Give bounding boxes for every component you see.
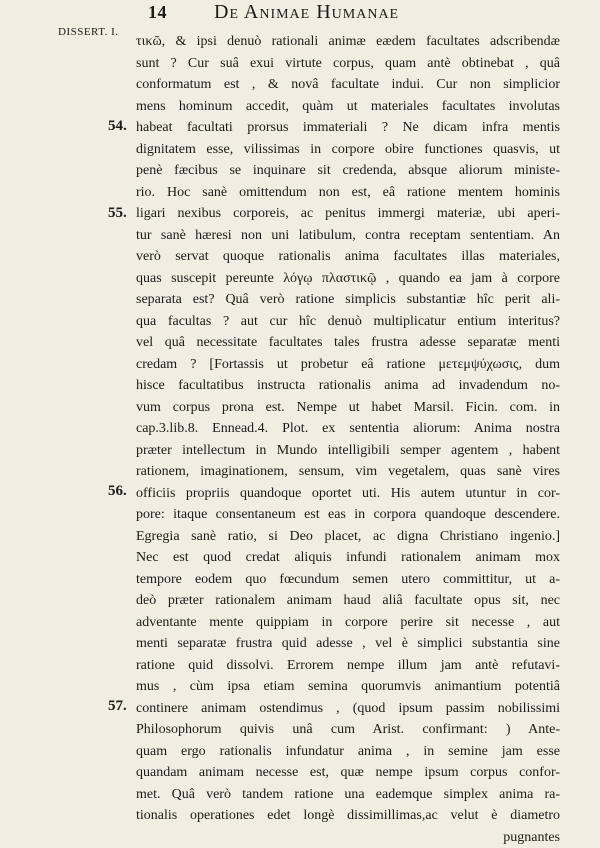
text-line: dignitatem esse, vilissimas in corpore obire functiones quasvis, ut <box>136 139 560 161</box>
text-line: rationem, imaginationem, sensum, vim vegetalem, quas sanè vires <box>136 461 560 483</box>
section-number-56: 56. <box>108 481 127 503</box>
text-line: habeat facultati prorsus immateriali ? Ne dicam infra mentis <box>136 117 560 139</box>
running-title: De Animae Humanae <box>214 1 399 24</box>
section-number-57: 57. <box>108 696 127 718</box>
text-line: vum corpus prona est. Nempe ut habet Marsil. Ficin. com. in <box>136 397 560 419</box>
text-line: mus , cùm ipsa etiam semina quorumvis animantium potentiâ <box>136 676 560 698</box>
text-line: quas suscepit pereunte λόγῳ πλαστικῷ , quando ea jam à corpore <box>136 268 560 290</box>
text-line: tur sanè hæresi non uni latibulum, contra receptam sententiam. An <box>136 225 560 247</box>
text-line: rio. Hoc sanè omittendum non est, eâ ratione mentem hominis <box>136 182 560 204</box>
text-line: continere animam ostendimus , (quod ipsum passim nobilissimi <box>136 698 560 720</box>
text-line: vel quâ necessitate facultates tales frustra adesse separatæ menti <box>136 332 560 354</box>
text-line: met. Quâ verò tandem ratione una eademque simplex anima ra- <box>136 784 560 806</box>
section-number-55: 55. <box>108 203 127 225</box>
text-line: Nec est quod credat aliquis infundi rationalem animam mox <box>136 547 560 569</box>
text-line: ligari nexibus corporeis, ac penitus immergi materiæ, ubi aperi- <box>136 203 560 225</box>
text-line: conformatum est , & novâ facultate indui. Cur non simplicior <box>136 74 560 96</box>
page-number: 14 <box>148 2 167 23</box>
text-line: hisce facultatibus instructa rationalis anima ad invadendum no- <box>136 375 560 397</box>
text-line: mens hominum accedit, quàm ut materiales facultates involutas <box>136 96 560 118</box>
dissertation-label: DISSERT. I. <box>58 26 119 38</box>
text-line: verò servat quoque rationalis anima facultates illas materiales, <box>136 246 560 268</box>
text-line: adventante mente quippiam in corpore perire sit necesse , aut <box>136 612 560 634</box>
text-line: τικῶ, & ipsi denuò rationali animæ eædem facultates adscribendæ <box>136 31 560 53</box>
text-line: separata est? Quâ verò ratione simplicis substantiæ hîc perit ali- <box>136 289 560 311</box>
text-line: deò præter rationalem animam haud aliâ facultate opus sit, nec <box>136 590 560 612</box>
text-line: qua facultas ? aut cur hîc denuò multiplicatur entium interitus? <box>136 311 560 333</box>
text-line: pore: itaque consentaneum est eas in corpora quandoque descendere. <box>136 504 560 526</box>
text-line: tempore eodem quo fœcundum semen utero committitur, ut a- <box>136 569 560 591</box>
body-text <box>136 31 560 848</box>
text-line: præter intellectum in Mundo intelligibili semper agentem , habent <box>136 440 560 462</box>
catchword-line: pugnantes <box>136 827 560 848</box>
text-line: quam ergo rationalis infundatur anima , in semine jam esse <box>136 741 560 763</box>
text-line: tionalis operationes edet longè dissimillimas,ac velut è diametro <box>136 805 560 827</box>
text-line: penè fæcibus se inquinare sit credenda, absque aliorum ministe- <box>136 160 560 182</box>
text-line: quandam animam necesse est, quæ nempe ipsum corpus confor- <box>136 762 560 784</box>
text-line: Egregia sanè ratio, si Deo placet, ac digna Christiano ingenio.] <box>136 526 560 548</box>
text-line: Philosophorum quivis unâ cum Arist. confirmant: ) Ante- <box>136 719 560 741</box>
text-line: ratione quid dissolvi. Errorem nempe illum jam antè refutavi- <box>136 655 560 677</box>
text-line: credam ? [Fortassis ut probetur eâ ratione μετεμψύχωσις, dum <box>136 354 560 376</box>
section-number-54: 54. <box>108 116 127 138</box>
text-line: menti separatæ frustra quid adesse , vel è simplici substantia sine <box>136 633 560 655</box>
text-line: sunt ? Cur suâ exui virtute corpus, quam antè obtinebat , quâ <box>136 53 560 75</box>
text-line: officiis propriis quandoque oportet uti. His autem utuntur in cor- <box>136 483 560 505</box>
text-line: cap.3.lib.8. Ennead.4. Plot. ex sententia aliorum: Anima nostra <box>136 418 560 440</box>
